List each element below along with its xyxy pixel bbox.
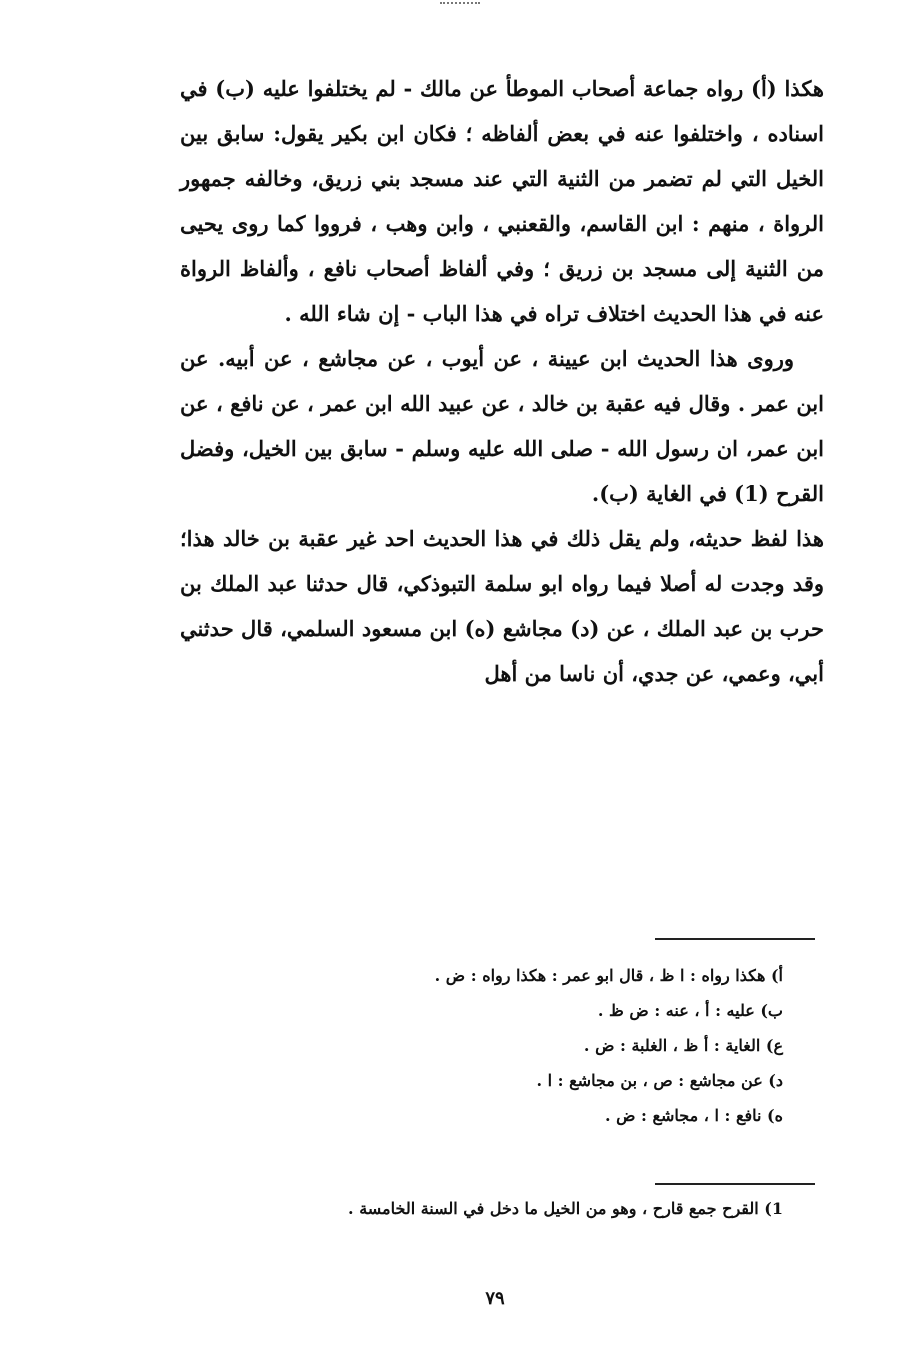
- text-line: في هذا الحديث اختلاف تراه في هذا الباب - إن شاء الله .: [284, 301, 787, 326]
- footnote-divider: [655, 1183, 815, 1185]
- text-line: والقعنبي ، وابن وهب ، فرووا كما روى يحيى من الثنية إلى: [180, 211, 824, 281]
- text-line: عليه وسلم - سابق بين الخيل، وفضل القرح (1) في الغاية (ب).: [180, 436, 824, 506]
- variant-note: أ) هكذا رواه : ا ظ ، قال ابو عمر : هكذا رواه : ض .: [434, 966, 783, 985]
- text-line: عقبة بن خالد هذا؛ وقد وجدت له أصلا فيما رواه ابو سلمة التبوذكي،: [180, 526, 825, 596]
- paragraph-3: [180, 516, 824, 696]
- variant-note: ه) نافع : ا ، مجاشع : ض .: [604, 1106, 783, 1125]
- text-line: قال حدثنا عبد الملك بن حرب بن عبد الملك ، عن (د) مجاشع (ه): [180, 571, 824, 641]
- paragraph-1: [180, 66, 824, 336]
- text-line: ابن بكير يقول: سابق بين الخيل التي لم تضمر من الثنية التي: [180, 121, 825, 191]
- main-text: [180, 66, 824, 696]
- text-line: عند مسجد بني زريق، وخالفه جمهور الرواة ، منهم : ابن القاسم،: [180, 166, 824, 236]
- paragraph-2: [180, 336, 824, 516]
- text-line: هذا لفظ حديثه، ولم يقل ذلك في هذا الحديث احد غير: [347, 526, 825, 551]
- text-line: ابن مسعود السلمي، قال حدثني أبي، وعمي، عن جدي، أن ناسا من أهل: [180, 616, 824, 686]
- text-line: هكذا (أ) رواه جماعة أصحاب الموطأ عن مالك - لم يختلفوا: [307, 76, 825, 101]
- text-line: ابن عمر ، عن نافع ، عن ابن عمر، ان رسول الله - صلى الله: [180, 391, 825, 461]
- variant-note: ع) الغاية : أ ظ ، الغلبة : ض .: [583, 1036, 783, 1055]
- text-line: عليه (ب) في اسناده ، واختلفوا عنه في بعض ألفاظه ؛ فكان: [180, 76, 825, 146]
- notes-divider: [655, 938, 815, 940]
- text-line: مسجد بن زريق ؛ وفي ألفاظ أصحاب نافع ، وألفاظ الرواة عنه: [180, 256, 824, 326]
- variant-note: ب) عليه : أ ، عنه : ض ظ .: [597, 1001, 783, 1020]
- page-number: ٧٩: [485, 1288, 505, 1309]
- variant-note: د) عن مجاشع : ص ، بن مجاشع : ا .: [536, 1071, 783, 1090]
- text-line: عن أبيه. عن ابن عمر . وقال فيه عقبة بن خالد ، عن عبيد الله: [180, 346, 824, 416]
- variant-notes: [223, 958, 783, 1133]
- footnote: 1) القرح جمع قارح ، وهو من الخيل ما دخل في السنة الخامسة .: [348, 1199, 783, 1218]
- top-margin-mark: [440, 2, 480, 6]
- text-line: وروى هذا الحديث ابن عيينة ، عن أيوب ، عن مجاشع ،: [301, 346, 795, 371]
